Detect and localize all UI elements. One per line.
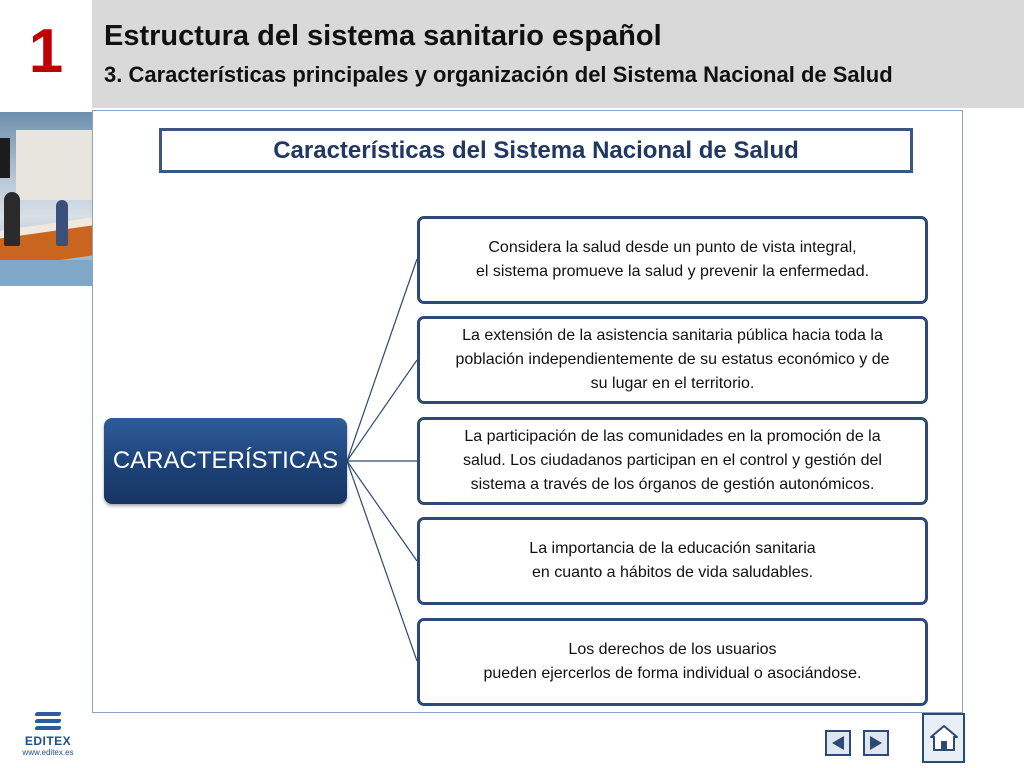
connector-line-4 xyxy=(347,461,417,561)
root-node xyxy=(104,418,347,504)
diagram-title: Características del Sistema Nacional de Salud xyxy=(273,136,799,164)
page-subtitle: 3. Características principales y organización del Sistema Nacional de Salud xyxy=(104,62,893,87)
characteristic-text-5: Los derechos de los usuarios pueden ejercerlos de forma individual o asociándose. xyxy=(483,641,862,682)
characteristic-text-3: La participación de las comunidades en la promoción de la salud. Los ciudadanos participan en el control y gestión del sistema a través de los órganos de gestión autonómicos. xyxy=(463,428,882,493)
characteristic-text-1: Considera la salud desde un punto de vista integral, el sistema promueve la salud y prevenir la enfermedad. xyxy=(475,239,870,280)
connector-line-1 xyxy=(347,259,417,461)
next-slide-button[interactable] xyxy=(863,730,889,756)
characteristic-text-2: La extensión de la asistencia sanitaria pública hacia toda la población independientemente de su estatus económico y de su lugar en el territorio. xyxy=(455,327,890,392)
characteristic-box-5 xyxy=(417,618,928,706)
logo-url: www.editex.es xyxy=(22,748,74,757)
connector-line-2 xyxy=(347,360,417,461)
characteristic-box-1 xyxy=(417,216,928,304)
page-title: Estructura del sistema sanitario español xyxy=(104,20,662,52)
characteristic-box-4 xyxy=(417,517,928,605)
logo-name: EDITEX xyxy=(24,734,72,748)
editex-logo xyxy=(18,710,78,760)
chapter-number: 1 xyxy=(28,17,64,86)
editex-logo-icon xyxy=(35,710,61,732)
triangle-left-icon xyxy=(829,734,847,752)
home-icon xyxy=(928,722,960,754)
root-label: CARACTERÍSTICAS xyxy=(112,447,339,474)
triangle-right-icon xyxy=(867,734,885,752)
characteristic-text-4: La importancia de la educación sanitaria en cuanto a hábitos de vida saludables. xyxy=(529,540,816,581)
connector-line-5 xyxy=(347,461,417,661)
characteristic-box-2 xyxy=(417,316,928,404)
previous-slide-button[interactable] xyxy=(825,730,851,756)
home-button[interactable] xyxy=(922,713,965,763)
characteristic-box-3 xyxy=(417,417,928,505)
